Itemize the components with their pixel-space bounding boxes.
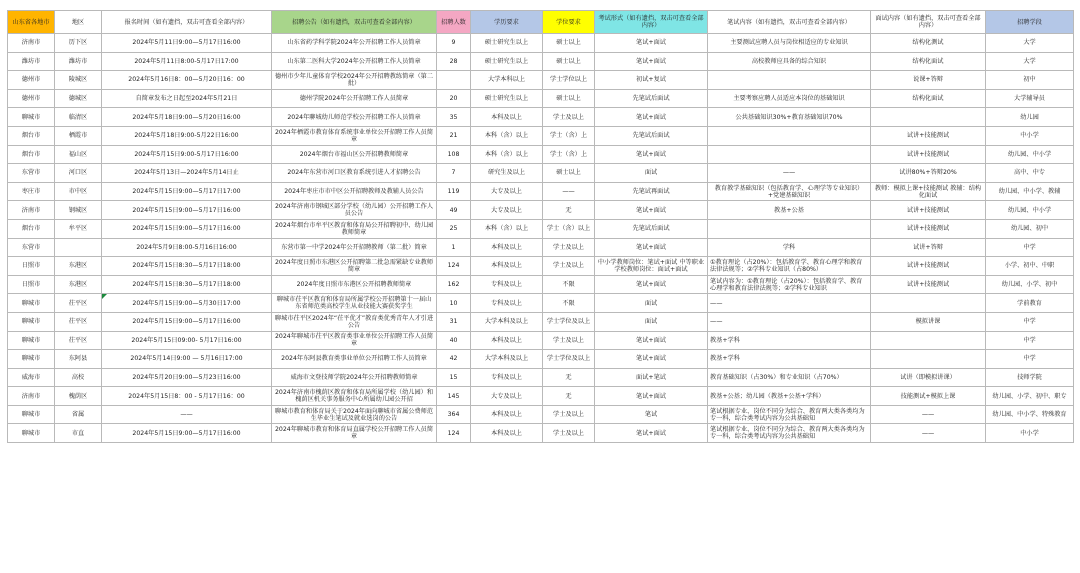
cell-count[interactable] — [437, 71, 471, 90]
cell-exam-form[interactable]: 面试 — [595, 312, 708, 331]
cell-interview[interactable]: 试讲80%+答辩20% — [871, 164, 986, 183]
cell-count[interactable]: 1 — [437, 238, 471, 257]
cell-stage[interactable]: 中学 — [986, 331, 1074, 350]
cell-exam-form[interactable]: 先笔试后面试 — [595, 126, 708, 145]
cell-edu[interactable]: 大专及以上 — [471, 387, 543, 406]
cell-notice[interactable]: 2024年东阿县教育类事业单位公开招聘工作人员简章 — [272, 350, 437, 369]
cell-district[interactable]: 德城区 — [55, 89, 102, 108]
cell-stage[interactable]: 初中 — [986, 71, 1074, 90]
cell-edu[interactable]: 本科（含）以上 — [471, 126, 543, 145]
header-interview[interactable]: 面试内容（如有遗挡，双击可查看全部内容） — [871, 11, 986, 34]
header-written[interactable]: 笔试内容（如有遗挡，双击可查看全部内容） — [708, 11, 871, 34]
cell-degree[interactable]: 硕士以上 — [543, 34, 595, 53]
cell-degree[interactable]: 学士（含）上 — [543, 145, 595, 164]
header-exam-form[interactable]: 考试形式（如有遗挡，双击可查看全部内容） — [595, 11, 708, 34]
cell-degree[interactable]: 学士学位以上 — [543, 71, 595, 90]
cell-interview[interactable] — [871, 350, 986, 369]
table-row — [8, 275, 1074, 294]
cell-reg-time[interactable]: 2024年5月15日9:00—5月30日17:00 — [102, 294, 272, 313]
cell-interview[interactable]: 结构化面试 — [871, 89, 986, 108]
cell-reg-time[interactable]: 2024年5月13日—2024年5月14日止 — [102, 164, 272, 183]
cell-written[interactable]: —— — [708, 294, 871, 313]
cell-notice[interactable]: 东营市第一中学2024年公开招聘教师（第二批）简章 — [272, 238, 437, 257]
cell-reg-time[interactable]: —— — [102, 405, 272, 424]
cell-degree[interactable]: 不限 — [543, 275, 595, 294]
cell-district[interactable]: 高校 — [55, 368, 102, 387]
cell-city[interactable]: 济南市 — [8, 201, 55, 220]
cell-count[interactable]: 15 — [437, 368, 471, 387]
cell-district[interactable]: 福山区 — [55, 145, 102, 164]
cell-degree[interactable]: 无 — [543, 387, 595, 406]
cell-notice[interactable]: 山东第二医科大学2024年公开招聘工作人员简章 — [272, 52, 437, 71]
cell-degree[interactable]: 学士学位及以上 — [543, 350, 595, 369]
cell-city[interactable]: 聊城市 — [8, 350, 55, 369]
cell-district[interactable]: 临清区 — [55, 108, 102, 127]
cell-district[interactable]: 河口区 — [55, 164, 102, 183]
cell-city[interactable]: 聊城市 — [8, 424, 55, 443]
cell-count[interactable]: 108 — [437, 145, 471, 164]
cell-edu[interactable]: 研究生及以上 — [471, 164, 543, 183]
table-row — [8, 238, 1074, 257]
cell-written[interactable]: 教育基础知识（占30%）和专业知识（占70%） — [708, 368, 871, 387]
cell-notice[interactable]: 德州学院2024年公开招聘工作人员简章 — [272, 89, 437, 108]
cell-exam-form[interactable]: 笔试+面试 — [595, 387, 708, 406]
cell-edu[interactable]: 本科及以上 — [471, 405, 543, 424]
cell-city[interactable]: 德州市 — [8, 71, 55, 90]
cell-district[interactable]: 栖霞市 — [55, 126, 102, 145]
cell-exam-form[interactable]: 笔试+面试 — [595, 238, 708, 257]
cell-city[interactable]: 聊城市 — [8, 108, 55, 127]
cell-city[interactable]: 聊城市 — [8, 405, 55, 424]
cell-exam-form[interactable]: 笔试+面试 — [595, 331, 708, 350]
cell-stage[interactable]: 中学 — [986, 312, 1074, 331]
cell-edu[interactable]: 本科（含）以上 — [471, 219, 543, 238]
table-row — [8, 201, 1074, 220]
table-row — [8, 368, 1074, 387]
cell-stage[interactable]: 幼儿园、中小学、特殊教育 — [986, 405, 1074, 424]
cell-stage[interactable]: 学前教育 — [986, 294, 1074, 313]
cell-city[interactable]: 聊城市 — [8, 312, 55, 331]
cell-edu[interactable]: 专科及以上 — [471, 294, 543, 313]
cell-written[interactable]: —— — [708, 312, 871, 331]
cell-interview[interactable]: 技能测试+模拟上课 — [871, 387, 986, 406]
cell-written[interactable] — [708, 219, 871, 238]
cell-city[interactable]: 烟台市 — [8, 145, 55, 164]
table-row — [8, 312, 1074, 331]
table-row — [8, 108, 1074, 127]
table-row — [8, 387, 1074, 406]
cell-exam-form[interactable]: 笔试 — [595, 405, 708, 424]
cell-notice[interactable]: 威海市文登技师学院2024年公开招聘教师简章 — [272, 368, 437, 387]
cell-degree[interactable]: 学士（含）上 — [543, 126, 595, 145]
cell-edu[interactable]: 专科及以上 — [471, 275, 543, 294]
cell-degree[interactable]: —— — [543, 182, 595, 201]
cell-district[interactable]: 槐荫区 — [55, 387, 102, 406]
cell-stage[interactable]: 中学 — [986, 238, 1074, 257]
cell-city[interactable]: 枣庄市 — [8, 182, 55, 201]
cell-count[interactable]: 31 — [437, 312, 471, 331]
header-city[interactable]: 山东省各地市 — [8, 11, 55, 34]
cell-degree[interactable]: 学士及以上 — [543, 331, 595, 350]
cell-exam-form[interactable]: 初试+复试 — [595, 71, 708, 90]
cell-stage[interactable]: 大学 — [986, 52, 1074, 71]
cell-district[interactable] — [55, 238, 102, 257]
cell-district[interactable]: 东阿县 — [55, 350, 102, 369]
cell-edu[interactable]: 硕士研究生以上 — [471, 34, 543, 53]
header-degree[interactable]: 学位要求 — [543, 11, 595, 34]
cell-stage[interactable]: 小学、初中、中职 — [986, 257, 1074, 276]
table-row — [8, 219, 1074, 238]
cell-written[interactable]: 笔试内容为：①教育理论（占20%）：包括教育学、教育心理学和教育法律法规等；②学科专业知识 — [708, 275, 871, 294]
cell-degree[interactable]: 学士及以上 — [543, 108, 595, 127]
cell-written[interactable] — [708, 145, 871, 164]
cell-degree[interactable]: 硕士以上 — [543, 89, 595, 108]
cell-written[interactable]: —— — [708, 164, 871, 183]
cell-edu[interactable]: 本科及以上 — [471, 424, 543, 443]
cell-written[interactable]: 公共基础知识30%+教育基础知识70% — [708, 108, 871, 127]
cell-edu[interactable]: 专科及以上 — [471, 368, 543, 387]
cell-edu[interactable]: 大学本科及以上 — [471, 312, 543, 331]
header-edu[interactable]: 学历要求 — [471, 11, 543, 34]
cell-stage[interactable]: 幼儿园、小学、初中、职专 — [986, 387, 1074, 406]
cell-reg-time[interactable]: 2024年5月15日9:00—5月17日17:00 — [102, 182, 272, 201]
cell-reg-time[interactable]: 2024年5月15日9:00—5月17日16:00 — [102, 201, 272, 220]
cell-district[interactable]: 东港区 — [55, 275, 102, 294]
cell-exam-form[interactable]: 先笔试后面试 — [595, 89, 708, 108]
cell-count[interactable]: 42 — [437, 350, 471, 369]
cell-written[interactable] — [708, 126, 871, 145]
table-row — [8, 331, 1074, 350]
cell-stage[interactable]: 大学 — [986, 34, 1074, 53]
cell-stage[interactable]: 幼儿园、小学、初中 — [986, 275, 1074, 294]
cell-stage[interactable]: 幼儿园、初中 — [986, 219, 1074, 238]
cell-reg-time[interactable]: 2024年5月15日09:00- 5月17日16:00 — [102, 331, 272, 350]
cell-edu[interactable]: 硕士研究生以上 — [471, 52, 543, 71]
cell-city[interactable]: 日照市 — [8, 275, 55, 294]
cell-exam-form[interactable]: 笔试+面试 — [595, 145, 708, 164]
cell-degree[interactable]: 学士及以上 — [543, 238, 595, 257]
cell-stage[interactable]: 幼儿园、中小学、教辅 — [986, 182, 1074, 201]
cell-stage[interactable]: 中小学 — [986, 126, 1074, 145]
table-row — [8, 182, 1074, 201]
cell-interview[interactable]: 试讲+技能测试 — [871, 126, 986, 145]
cell-exam-form[interactable]: 先笔试再面试 — [595, 182, 708, 201]
cell-reg-time[interactable]: 2024年5月9日8:00-5月16日16:00 — [102, 238, 272, 257]
cell-reg-time[interactable]: 2024年5月11日8:00-5月17日17:00 — [102, 52, 272, 71]
header-notice[interactable]: 招聘公告（如有遗挡，双击可查看全部内容） — [272, 11, 437, 34]
cell-district[interactable]: 省属 — [55, 405, 102, 424]
cell-reg-time[interactable]: 2024年5月14日9:00 — 5月16日17:00 — [102, 350, 272, 369]
cell-notice[interactable]: 聊城市茌平区教育和体育局所属学校公开招聘第十一届山东省师范类高校学生从业技能大赛获奖学生 — [272, 294, 437, 313]
cell-edu[interactable]: 本科（含）以上 — [471, 145, 543, 164]
cell-interview[interactable]: 说课+答辩 — [871, 71, 986, 90]
cell-notice[interactable]: 2024年东营市河口区教育系统引进人才招聘公告 — [272, 164, 437, 183]
cell-edu[interactable]: 大专及以上 — [471, 182, 543, 201]
cell-notice[interactable]: 2024年枣庄市市中区公开招聘教师及教辅人员公告 — [272, 182, 437, 201]
cell-notice[interactable]: 2024年聊城市茌平区教育类事业单位公开招聘工作人员简章 — [272, 331, 437, 350]
cell-city[interactable]: 济南市 — [8, 387, 55, 406]
cell-city[interactable]: 东营市 — [8, 238, 55, 257]
cell-reg-time[interactable]: 2024年5月18日9:00—5月20日16:00 — [102, 108, 272, 127]
cell-written[interactable]: ①教育理论（占20%）：包括教育学、教育心理学和教育法律法规等；②学科专业知识（占80%） — [708, 257, 871, 276]
cell-city[interactable]: 日照市 — [8, 257, 55, 276]
cell-count[interactable]: 25 — [437, 219, 471, 238]
cell-edu[interactable]: 本科及以上 — [471, 238, 543, 257]
cell-count[interactable]: 20 — [437, 89, 471, 108]
cell-degree[interactable]: 学士及以上 — [543, 405, 595, 424]
header-count[interactable]: 招聘人数 — [437, 11, 471, 34]
cell-district[interactable]: 市中区 — [55, 182, 102, 201]
cell-count[interactable]: 119 — [437, 182, 471, 201]
cell-interview[interactable]: 试讲+技能测试 — [871, 145, 986, 164]
cell-exam-form[interactable]: 笔试+面试 — [595, 275, 708, 294]
cell-written[interactable]: 主要测试应聘人员与岗位相适应的专业知识 — [708, 34, 871, 53]
table-row — [8, 145, 1074, 164]
cell-reg-time[interactable]: 自简章发布之日起至2024年5月21日 — [102, 89, 272, 108]
cell-stage[interactable]: 幼儿园、中小学 — [986, 145, 1074, 164]
cell-city[interactable]: 烟台市 — [8, 219, 55, 238]
cell-written[interactable]: 教基+公基；幼儿园（教基+公基+学科） — [708, 387, 871, 406]
cell-reg-time[interactable]: 2024年5月15日9:00—5月17日16:00 — [102, 424, 272, 443]
cell-interview[interactable]: 试讲+答辩 — [871, 238, 986, 257]
cell-written[interactable]: 高校教师应具备的综合知识 — [708, 52, 871, 71]
table-row — [8, 257, 1074, 276]
cell-count[interactable]: 162 — [437, 275, 471, 294]
cell-count[interactable]: 145 — [437, 387, 471, 406]
cell-written[interactable]: 笔试根据专业、岗位不同分为综合、教育两大类各类均为专一科，综合类考试内容为公共基础知 — [708, 424, 871, 443]
cell-written[interactable]: 教基+学科 — [708, 350, 871, 369]
cell-stage[interactable]: 技师学院 — [986, 368, 1074, 387]
header-reg-time[interactable]: 报名时间（如有遗挡，双击可查看全部内容） — [102, 11, 272, 34]
cell-notice[interactable]: 2024年聊城幼儿师范学校公开招聘工作人员简章 — [272, 108, 437, 127]
cell-city[interactable]: 济南市 — [8, 34, 55, 53]
cell-exam-form[interactable]: 面试+笔试 — [595, 368, 708, 387]
cell-district[interactable]: 茌平区 — [55, 331, 102, 350]
cell-interview[interactable] — [871, 331, 986, 350]
cell-interview[interactable]: 试讲+技能测试 — [871, 275, 986, 294]
cell-city[interactable]: 烟台市 — [8, 126, 55, 145]
table-row — [8, 405, 1074, 424]
cell-degree[interactable]: 学士及以上 — [543, 257, 595, 276]
cell-reg-time[interactable]: 2024年5月15日9:00-5月17日16:00 — [102, 145, 272, 164]
cell-district[interactable]: 陵城区 — [55, 71, 102, 90]
cell-district[interactable]: 牟平区 — [55, 219, 102, 238]
cell-reg-time[interactable]: 2024年5月16日8：00—5月20日16：00 — [102, 71, 272, 90]
cell-notice[interactable]: 聊城市教育和体育局关于2024年面向聊城市省属公费师范生毕业生笔试及就业选岗的公告 — [272, 405, 437, 424]
cell-reg-time[interactable]: 2024年5月15日9:00—5月17日16:00 — [102, 312, 272, 331]
cell-count[interactable]: 28 — [437, 52, 471, 71]
cell-edu[interactable]: 本科及以上 — [471, 331, 543, 350]
cell-interview[interactable]: 试讲+技能测试 — [871, 201, 986, 220]
cell-count[interactable]: 10 — [437, 294, 471, 313]
cell-district[interactable]: 历下区 — [55, 34, 102, 53]
cell-reg-time[interactable]: 2024年5月20日9:00—5月23日16:00 — [102, 368, 272, 387]
cell-notice[interactable]: 2024年度日照市东港区公开招聘教师简章 — [272, 275, 437, 294]
cell-district[interactable]: 茌平区 — [55, 312, 102, 331]
cell-stage[interactable]: 幼儿园 — [986, 108, 1074, 127]
cell-notice[interactable]: 德州市少年儿童体育学校2024年公开招聘教练简章（第二批） — [272, 71, 437, 90]
cell-degree[interactable]: 无 — [543, 368, 595, 387]
cell-notice[interactable]: 山东省药学科学院2024年公开招聘工作人员简章 — [272, 34, 437, 53]
cell-count[interactable]: 9 — [437, 34, 471, 53]
cell-interview[interactable] — [871, 294, 986, 313]
table-row — [8, 52, 1074, 71]
cell-count[interactable]: 21 — [437, 126, 471, 145]
cell-interview[interactable]: 试讲（即模拟讲课） — [871, 368, 986, 387]
table-row — [8, 424, 1074, 443]
table-row — [8, 71, 1074, 90]
cell-exam-form[interactable]: 笔试+面试 — [595, 201, 708, 220]
cell-district[interactable]: 市直 — [55, 424, 102, 443]
cell-edu[interactable]: 大学本科及以上 — [471, 350, 543, 369]
cell-count[interactable]: 364 — [437, 405, 471, 424]
cell-exam-form[interactable]: 中小学教师岗位：笔试+面试 中等职业学校教师岗位：面试+面试 — [595, 257, 708, 276]
cell-written[interactable]: 教育教学基础知识（包括教育学、心理学等专业知识）+党建基础知识 — [708, 182, 871, 201]
cell-notice[interactable]: 聊城市茌平区2024年“茌平优才”教育类优秀青年人才引进公告 — [272, 312, 437, 331]
cell-count[interactable]: 124 — [437, 424, 471, 443]
cell-stage[interactable]: 大学辅导员 — [986, 89, 1074, 108]
cell-reg-time[interactable]: 2024年5月15日9:00—5月17日16:00 — [102, 219, 272, 238]
cell-exam-form[interactable]: 笔试+面试 — [595, 34, 708, 53]
cell-exam-form[interactable]: 笔试+面试 — [595, 424, 708, 443]
cell-city[interactable]: 德州市 — [8, 89, 55, 108]
cell-degree[interactable]: 硕士以上 — [543, 164, 595, 183]
cell-stage[interactable]: 高中、中专 — [986, 164, 1074, 183]
cell-notice[interactable]: 2024年度日照市东港区公开招聘第二批急需紧缺专业教师简章 — [272, 257, 437, 276]
cell-exam-form[interactable]: 面试 — [595, 294, 708, 313]
cell-city[interactable]: 威海市 — [8, 368, 55, 387]
cell-edu[interactable]: 本科及以上 — [471, 108, 543, 127]
cell-degree[interactable]: 不限 — [543, 294, 595, 313]
cell-district[interactable]: 东港区 — [55, 257, 102, 276]
cell-reg-time[interactable]: 2024年5月18日9:00-5月22日16:00 — [102, 126, 272, 145]
cell-written[interactable]: 教基+学科 — [708, 331, 871, 350]
cell-city[interactable]: 聊城市 — [8, 294, 55, 313]
cell-degree[interactable]: 学士（含）以上 — [543, 219, 595, 238]
cell-district[interactable]: 茌平区 — [55, 294, 102, 313]
cell-interview[interactable]: 试讲+技能测试 — [871, 257, 986, 276]
cell-city[interactable]: 聊城市 — [8, 331, 55, 350]
cell-city[interactable]: 东营市 — [8, 164, 55, 183]
cell-stage[interactable]: 中小学 — [986, 424, 1074, 443]
cell-stage[interactable]: 幼儿园、中小学 — [986, 201, 1074, 220]
cell-count[interactable]: 40 — [437, 331, 471, 350]
cell-interview[interactable]: 结构化面试 — [871, 52, 986, 71]
cell-reg-time[interactable]: 2024年5月11日9:00—5月17日16:00 — [102, 34, 272, 53]
cell-edu[interactable]: 硕士研究生以上 — [471, 89, 543, 108]
cell-interview[interactable]: 教师：模拟上课+技能测试 教辅：结构化面试 — [871, 182, 986, 201]
cell-exam-form[interactable]: 笔试+面试 — [595, 108, 708, 127]
cell-written[interactable]: 教基+公基 — [708, 201, 871, 220]
table-row — [8, 126, 1074, 145]
cell-degree[interactable]: 学士及以上 — [543, 424, 595, 443]
cell-reg-time[interactable]: 2024年5月15日8:30—5月17日18:00 — [102, 275, 272, 294]
table-row — [8, 89, 1074, 108]
table-row — [8, 164, 1074, 183]
cell-notice[interactable]: 2024年聊城市教育和体育局直属学校公开招聘工作人员简章 — [272, 424, 437, 443]
cell-exam-form[interactable]: 面试 — [595, 164, 708, 183]
cell-count[interactable]: 124 — [437, 257, 471, 276]
cell-stage[interactable]: 中学 — [986, 350, 1074, 369]
cell-exam-form[interactable]: 笔试+面试 — [595, 52, 708, 71]
comment-marker-icon — [102, 294, 107, 299]
cell-notice[interactable]: 2024年烟台市福山区公开招聘教师简章 — [272, 145, 437, 164]
cell-notice[interactable]: 2024年济南市槐荫区教育和体育局所属学校（幼儿园）和槐荫区机关事务服务中心所属幼儿园公开招 — [272, 387, 437, 406]
cell-district[interactable]: 钢城区 — [55, 201, 102, 220]
cell-interview[interactable]: 模拟讲课 — [871, 312, 986, 331]
table-row — [8, 350, 1074, 369]
cell-count[interactable]: 35 — [437, 108, 471, 127]
cell-written[interactable]: 学科 — [708, 238, 871, 257]
recruitment-table — [7, 10, 1074, 443]
cell-reg-time[interactable]: 2024年5月15日8:30—5月17日18:00 — [102, 257, 272, 276]
cell-interview[interactable] — [871, 108, 986, 127]
table-row — [8, 34, 1074, 53]
cell-edu[interactable]: 大专及以上 — [471, 201, 543, 220]
cell-reg-time[interactable]: 2024年5月15日8：00 - 5月17日16：00 — [102, 387, 272, 406]
cell-notice[interactable]: 2024年济南市钢城区部分学校（幼儿园）公开招聘工作人员公告 — [272, 201, 437, 220]
cell-city[interactable]: 潍坊市 — [8, 52, 55, 71]
cell-edu[interactable]: 本科及以上 — [471, 257, 543, 276]
table-row — [8, 294, 1074, 313]
cell-degree[interactable]: 学士学位及以上 — [543, 312, 595, 331]
cell-written[interactable]: 笔试根据专业、岗位不同分为综合、教育两大类各类均为专一科，综合类考试内容为公共基础知 — [708, 405, 871, 424]
cell-interview[interactable]: 结构化测试 — [871, 34, 986, 53]
cell-edu[interactable]: 大学本科以上 — [471, 71, 543, 90]
cell-district[interactable]: 潍坊市 — [55, 52, 102, 71]
cell-notice[interactable]: 2024年烟台市牟平区教育和体育局公开招聘初中、幼儿园教师简章 — [272, 219, 437, 238]
cell-interview[interactable]: —— — [871, 405, 986, 424]
cell-written[interactable] — [708, 71, 871, 90]
header-stage[interactable]: 招聘学段 — [986, 11, 1074, 34]
header-district[interactable]: 地区 — [55, 11, 102, 34]
cell-notice[interactable]: 2024年栖霞市教育体育系统事业单位公开招聘工作人员简章 — [272, 126, 437, 145]
header-row — [8, 11, 1074, 34]
cell-count[interactable]: 49 — [437, 201, 471, 220]
cell-interview[interactable]: —— — [871, 424, 986, 443]
cell-exam-form[interactable]: 笔试+面试 — [595, 350, 708, 369]
cell-written[interactable]: 主要考察应聘人员适应本岗位的基础知识 — [708, 89, 871, 108]
cell-degree[interactable]: 无 — [543, 201, 595, 220]
spreadsheet — [7, 10, 1073, 443]
cell-exam-form[interactable]: 先笔试后面试 — [595, 219, 708, 238]
cell-interview[interactable]: 试讲+技能测试 — [871, 219, 986, 238]
cell-degree[interactable]: 硕士以上 — [543, 52, 595, 71]
cell-count[interactable]: 7 — [437, 164, 471, 183]
